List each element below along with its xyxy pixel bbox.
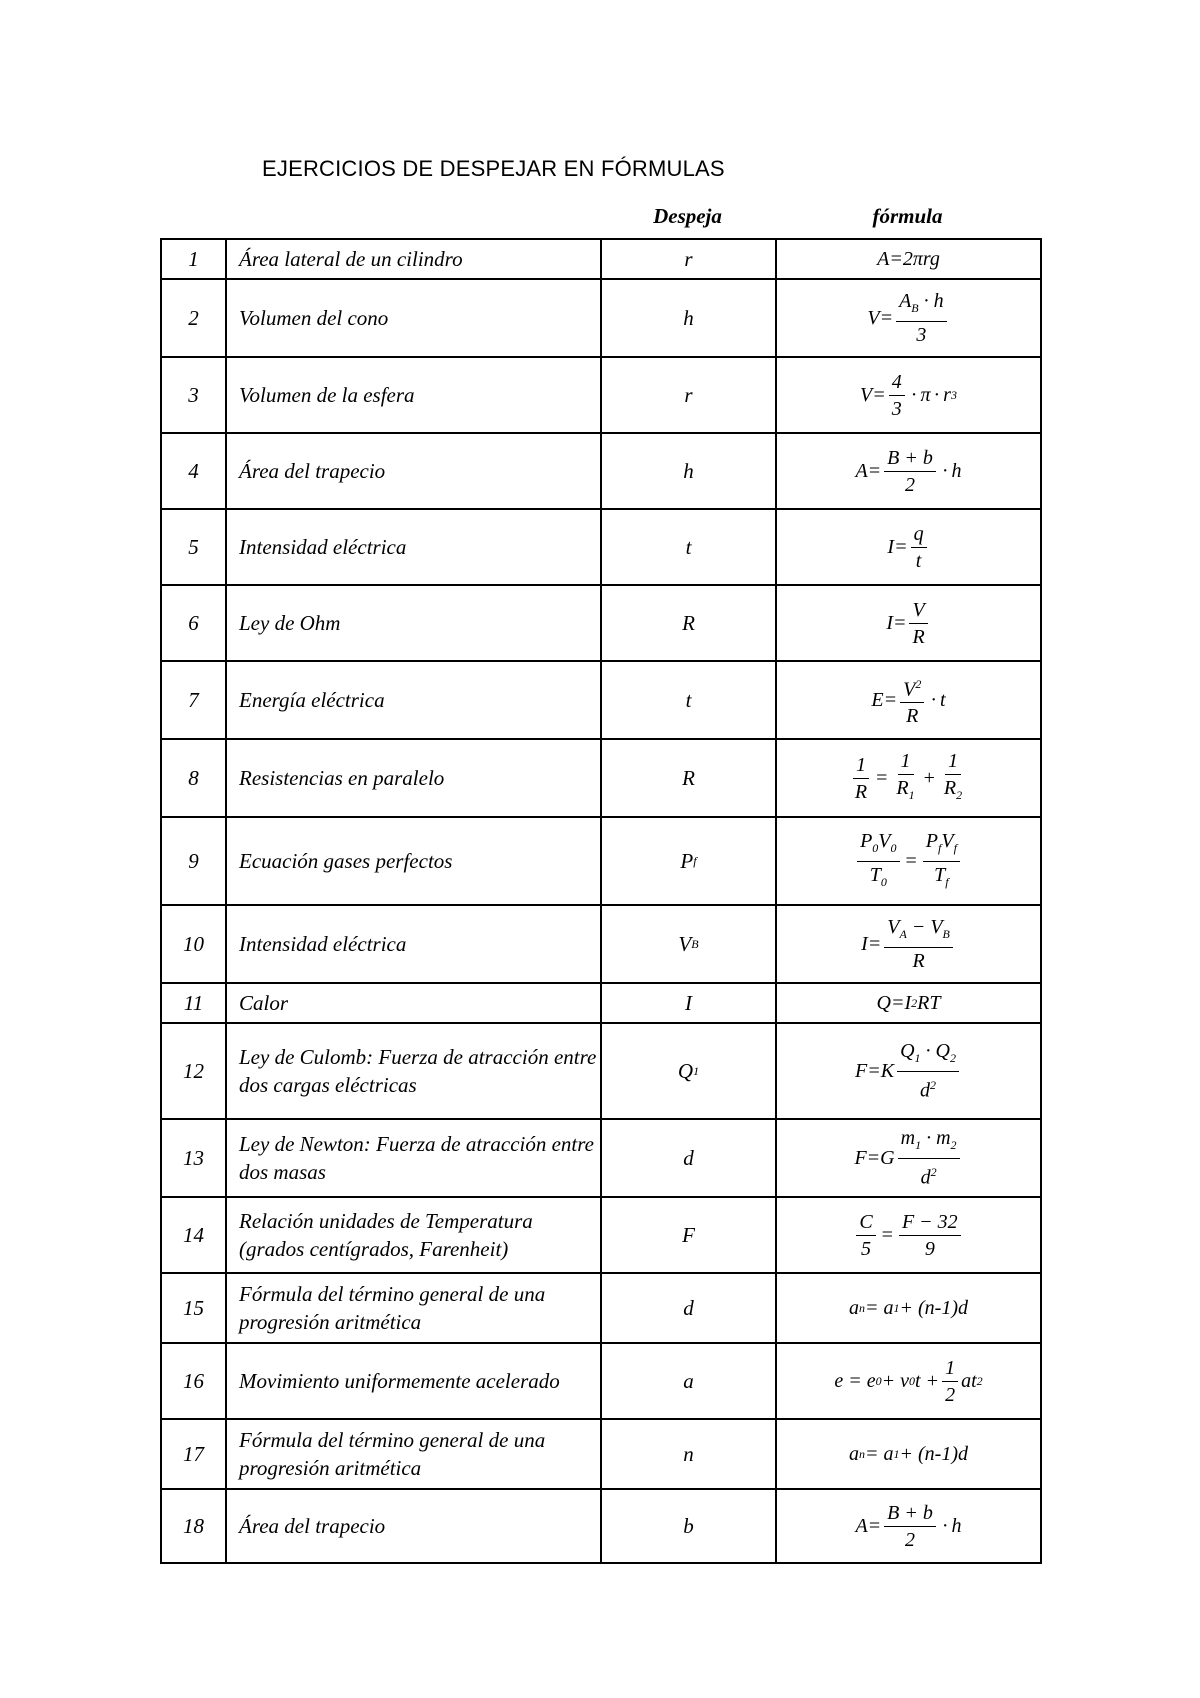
row-variable: n bbox=[602, 1420, 777, 1488]
row-name: Fórmula del término general de una progresión aritmética bbox=[227, 1420, 602, 1488]
row-formula: A= B + b 2 · h bbox=[855, 446, 962, 496]
row-number: 3 bbox=[162, 358, 227, 432]
table-row bbox=[160, 1488, 1042, 1564]
table-row bbox=[160, 1272, 1042, 1342]
header-formula: fórmula bbox=[872, 204, 943, 228]
row-name: Ecuación gases perfectos bbox=[227, 818, 602, 904]
row-number: 1 bbox=[162, 240, 227, 278]
table-row bbox=[160, 1022, 1042, 1118]
row-name: Movimiento uniformemente acelerado bbox=[227, 1344, 602, 1418]
row-variable: d bbox=[602, 1274, 777, 1342]
row-number: 16 bbox=[162, 1344, 227, 1418]
table-row bbox=[160, 1118, 1042, 1196]
row-number: 10 bbox=[162, 906, 227, 982]
row-number: 13 bbox=[162, 1120, 227, 1196]
row-name: Área del trapecio bbox=[227, 434, 602, 508]
row-variable: t bbox=[602, 510, 777, 584]
row-name: Intensidad eléctrica bbox=[227, 906, 602, 982]
row-formula: $\frac{C}{5}$ = $\frac{F - 32}{9}$ bbox=[777, 1198, 1040, 1272]
table-row bbox=[160, 432, 1042, 508]
row-formula: V= $A_B \cdot h$ 3 bbox=[777, 280, 1040, 356]
row-variable: P f bbox=[602, 818, 777, 904]
row-number: 15 bbox=[162, 1274, 227, 1342]
row-number: 5 bbox=[162, 510, 227, 584]
row-variable: d bbox=[602, 1120, 777, 1196]
row-formula: I= $V_A - V_B$ R bbox=[777, 906, 1040, 982]
row-formula: a n = a 1 + (n-1)d bbox=[849, 1296, 968, 1319]
row-name: Calor bbox=[227, 984, 602, 1022]
table-row bbox=[160, 982, 1042, 1022]
row-name: Ley de Newton: Fuerza de atracción entre dos masas bbox=[227, 1120, 602, 1196]
table-row bbox=[160, 1342, 1042, 1418]
row-number: 14 bbox=[162, 1198, 227, 1272]
row-number: 4 bbox=[162, 434, 227, 508]
row-variable: V B bbox=[602, 906, 777, 982]
row-formula: F=K $Q_1 \cdot Q_2$ $d^2$ bbox=[777, 1024, 1040, 1118]
table-row bbox=[160, 660, 1042, 738]
row-formula: $\frac{P_0V_0}{T_0}$ = $P_fV_f$ $T_f$ bbox=[777, 818, 1040, 904]
page-title: EJERCICIOS DE DESPEJAR EN FÓRMULAS bbox=[262, 156, 725, 181]
table-row bbox=[160, 584, 1042, 660]
table-row bbox=[160, 508, 1042, 584]
row-formula: E= $V^2$ R · t bbox=[777, 662, 1040, 738]
row-number: 7 bbox=[162, 662, 227, 738]
row-name: Resistencias en paralelo bbox=[227, 740, 602, 816]
row-number: 18 bbox=[162, 1490, 227, 1562]
row-formula: $\frac{1}{R}$ = $\frac{1}{R_1}$ + $\frac{1}{R_2}$ bbox=[854, 750, 963, 803]
row-number: 2 bbox=[162, 280, 227, 356]
row-name: Intensidad eléctrica bbox=[227, 510, 602, 584]
row-formula: Q=I 2 RT bbox=[876, 991, 941, 1014]
row-number: 6 bbox=[162, 586, 227, 660]
row-variable: r bbox=[602, 358, 777, 432]
table-row bbox=[160, 278, 1042, 356]
formulas-table bbox=[160, 238, 1042, 1564]
row-number: 9 bbox=[162, 818, 227, 904]
row-formula: e = e 0 + v 0 t + 1 2 at 2 bbox=[834, 1356, 983, 1406]
row-number: 11 bbox=[162, 984, 227, 1022]
table-row bbox=[160, 1418, 1042, 1488]
row-name: Fórmula del término general de una progresión aritmética bbox=[227, 1274, 602, 1342]
row-variable: Q 1 bbox=[602, 1024, 777, 1118]
row-name: Volumen del cono bbox=[227, 280, 602, 356]
row-formula: I= q t bbox=[777, 510, 1040, 584]
row-name: Área del trapecio bbox=[227, 1490, 602, 1562]
row-number: 12 bbox=[162, 1024, 227, 1118]
row-variable: b bbox=[602, 1490, 777, 1562]
row-variable: t bbox=[602, 662, 777, 738]
table-row bbox=[160, 356, 1042, 432]
row-number: 8 bbox=[162, 740, 227, 816]
row-formula: A=2πrg bbox=[877, 247, 940, 270]
row-formula: A= B + b 2 · h bbox=[855, 1501, 962, 1551]
row-name: Relación unidades de Temperatura (grados centígrados, Farenheit) bbox=[227, 1198, 602, 1272]
row-formula: V= 4 3 · π · r 3 bbox=[860, 370, 957, 420]
row-variable: F bbox=[602, 1198, 777, 1272]
row-formula: I= V R bbox=[777, 586, 1040, 660]
row-variable: h bbox=[602, 434, 777, 508]
row-variable: r bbox=[602, 240, 777, 278]
table-row bbox=[160, 1196, 1042, 1272]
table-row bbox=[160, 238, 1042, 278]
row-number: 17 bbox=[162, 1420, 227, 1488]
row-formula: F=G $m_1 \cdot m_2$ $d^2$ bbox=[777, 1120, 1040, 1196]
row-name: Ley de Ohm bbox=[227, 586, 602, 660]
row-name: Volumen de la esfera bbox=[227, 358, 602, 432]
table-row bbox=[160, 816, 1042, 904]
row-formula: a n = a 1 + (n-1)d bbox=[849, 1442, 968, 1465]
table-row bbox=[160, 738, 1042, 816]
row-variable: h bbox=[602, 280, 777, 356]
header-despeja: Despeja bbox=[653, 204, 722, 228]
row-variable: a bbox=[602, 1344, 777, 1418]
row-name: Ley de Culomb: Fuerza de atracción entre dos cargas eléctricas bbox=[227, 1024, 602, 1118]
row-name: Área lateral de un cilindro bbox=[227, 240, 602, 278]
table-row bbox=[160, 904, 1042, 982]
row-name: Energía eléctrica bbox=[227, 662, 602, 738]
row-variable: R bbox=[602, 586, 777, 660]
row-variable: R bbox=[602, 740, 777, 816]
row-variable: I bbox=[602, 984, 777, 1022]
